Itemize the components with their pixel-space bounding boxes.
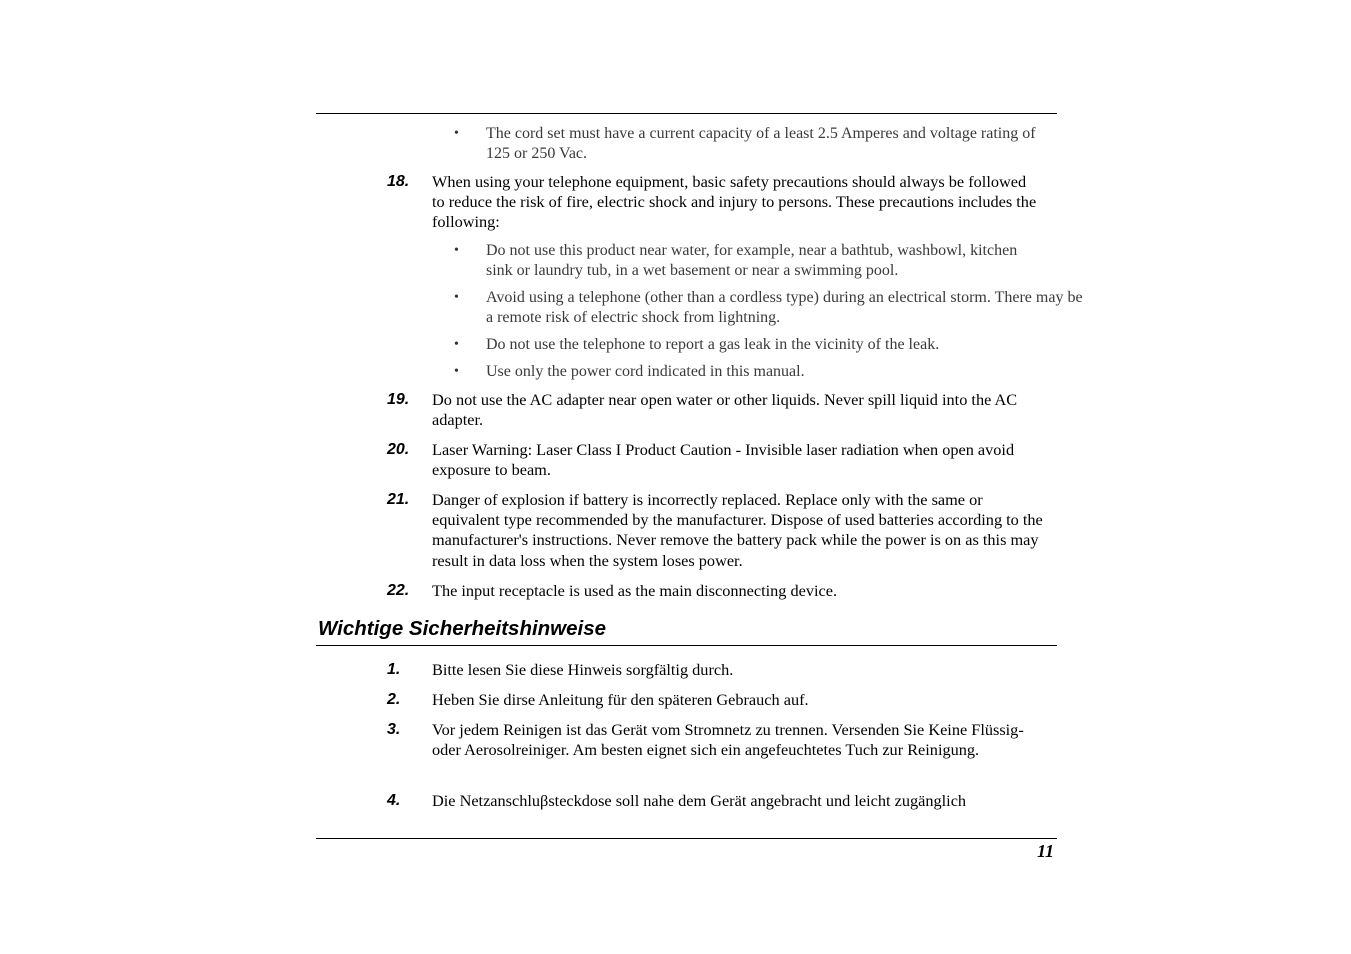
item-number: 2. xyxy=(387,691,401,708)
section-heading: Wichtige Sicherheitshinweise xyxy=(318,617,607,640)
item-number: 3. xyxy=(387,721,401,738)
item-text: Vor jedem Reinigen ist das Gerät vom Stromnetz zu trennen. Versenden Sie Keine Flüssig- oder Aerosolreiniger. Am besten eignet sich ein angefeuchtetes Tuch zur Reinigung. xyxy=(432,720,1024,760)
item-text: When using your telephone equipment, basic safety precautions should always be followed to reduce the risk of fire, electric shock and injury to persons. These precautions includes the following: xyxy=(432,172,1037,232)
item-text: Die Netzanschluβsteckdose soll nahe dem Gerät angebracht und leicht zugänglich xyxy=(432,791,967,810)
item-text: Heben Sie dirse Anleitung für den späteren Gebrauch auf. xyxy=(432,690,809,709)
item-number: 18. xyxy=(387,173,410,190)
bullet-text: Use only the power cord indicated in this manual. xyxy=(486,363,805,380)
section-rule xyxy=(316,645,1057,646)
item-number: 4. xyxy=(387,792,401,809)
item-number: 19. xyxy=(387,391,410,408)
item-text: Laser Warning: Laser Class I Product Caution - Invisible laser radiation when open avoid exposure to beam. xyxy=(432,440,1015,480)
footer-rule xyxy=(316,838,1057,839)
page-number: 11 xyxy=(1036,841,1054,861)
bullet-text: Do not use this product near water, for example, near a bathtub, washbowl, kitchen sink or laundry tub, in a wet basement or near a swimming pool. xyxy=(486,242,1018,280)
bullet-marker: • xyxy=(454,243,459,258)
bullet-marker: • xyxy=(454,126,459,141)
item-text: Bitte lesen Sie diese Hinweis sorgfältig durch. xyxy=(432,660,734,679)
bullet-text: Avoid using a telephone (other than a cordless type) during an electrical storm. There may be a remote risk of electric shock from lightning. xyxy=(486,289,1083,327)
bullet-text: Do not use the telephone to report a gas leak in the vicinity of the leak. xyxy=(486,336,940,353)
item-number: 21. xyxy=(387,491,410,508)
item-number: 1. xyxy=(387,661,401,678)
header-rule xyxy=(316,113,1057,114)
item-text: Danger of explosion if battery is incorrectly replaced. Replace only with the same or equivalent type recommended by the manufacturer. Dispose of used batteries according to the manufacturer's instructions. Never remove the battery pack while the power is on as this may result in data loss when the system loses power. xyxy=(432,490,1043,570)
item-text: Do not use the AC adapter near open water or other liquids. Never spill liquid into the AC adapter. xyxy=(432,390,1018,430)
bullet-marker: • xyxy=(454,364,459,379)
bullet-text: The cord set must have a current capacity of a least 2.5 Amperes and voltage rating of 125 or 250 Vac. xyxy=(486,125,1036,163)
item-number: 20. xyxy=(387,441,410,458)
bullet-marker: • xyxy=(454,290,459,305)
item-text: The input receptacle is used as the main disconnecting device. xyxy=(432,581,838,600)
item-number: 22. xyxy=(387,582,410,599)
bullet-marker: • xyxy=(454,337,459,352)
